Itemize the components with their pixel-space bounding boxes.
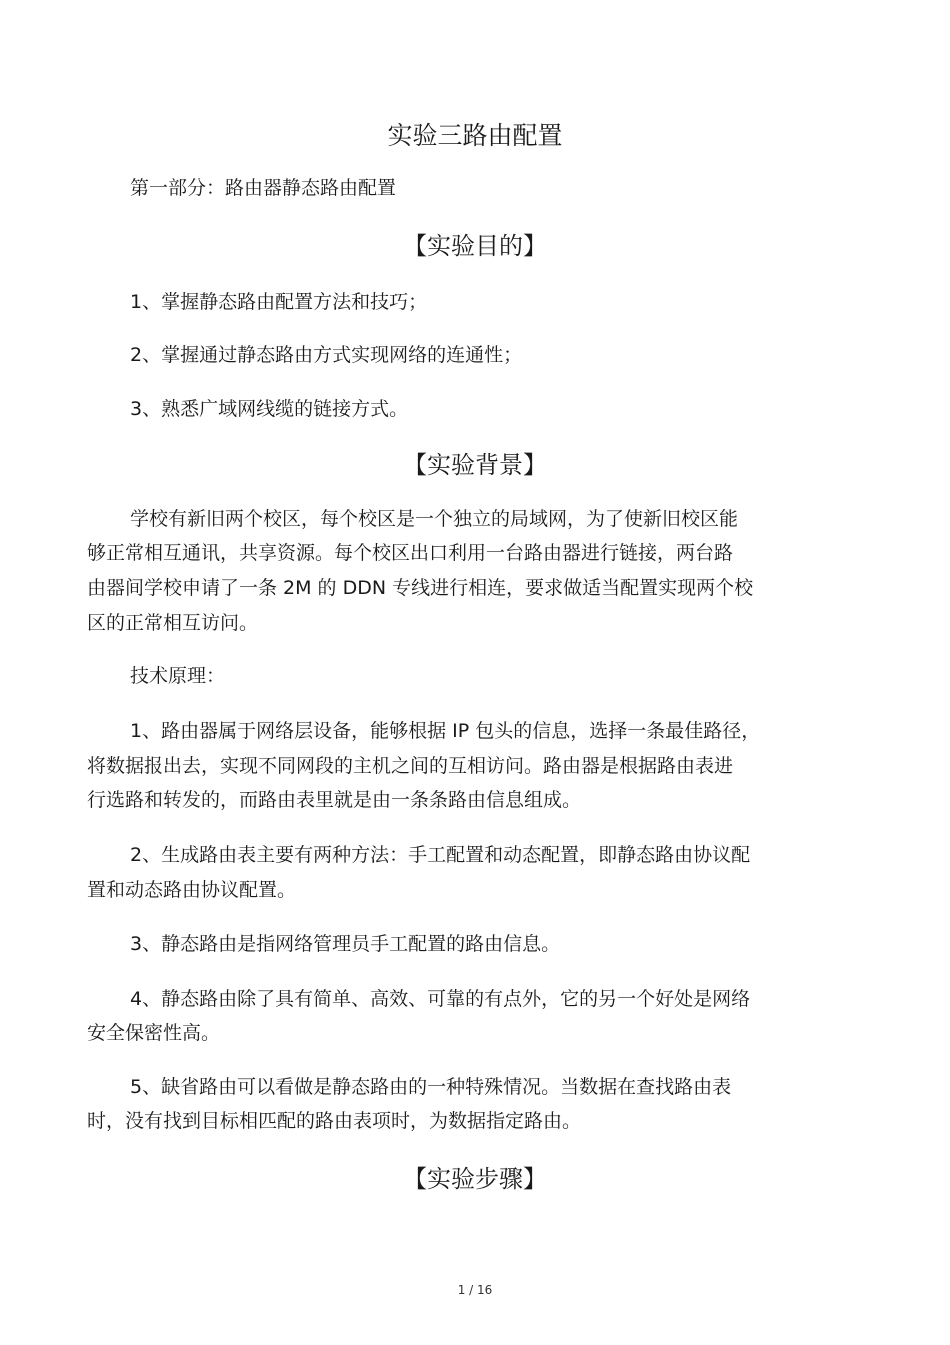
principle-1-line-1: 1、路由器属于网络层设备，能够根据 IP 包头的信息，选择一条最佳路径， <box>130 720 761 742</box>
purpose-item-3: 3、熟悉广域网线缆的链接方式。 <box>130 398 409 420</box>
principle-2-line-2: 置和动态路由协议配置。 <box>87 879 297 901</box>
page-number: 1 / 16 <box>457 1283 493 1297</box>
principle-4-line-2: 安全保密性高。 <box>87 1022 221 1044</box>
background-line-2: 够正常相互通讯，共享资源。每个校区出口利用一台路由器进行链接，两台路 <box>87 542 734 564</box>
section-heading-background: 【实验背景】 <box>403 451 547 479</box>
principle-5-line-2: 时，没有找到目标相匹配的路由表项时，为数据指定路由。 <box>87 1110 582 1132</box>
purpose-item-1: 1、掌握静态路由配置方法和技巧； <box>130 291 428 313</box>
principle-label: 技术原理： <box>130 665 226 687</box>
section-heading-purpose: 【实验目的】 <box>403 232 547 260</box>
principle-4-line-1: 4、静态路由除了具有简单、高效、可靠的有点外，它的另一个好处是网络 <box>130 988 751 1010</box>
document-subtitle: 第一部分：路由器静态路由配置 <box>130 177 397 199</box>
background-line-3: 由器间学校申请了一条 2M 的 DDN 专线进行相连，要求做适当配置实现两个校 <box>87 577 754 599</box>
principle-1-line-2: 将数据报出去，实现不同网段的主机之间的互相访问。路由器是根据路由表进 <box>87 755 734 777</box>
principle-1-line-3: 行选路和转发的，而路由表里就是由一条条路由信息组成。 <box>87 789 582 811</box>
document-title: 实验三路由配置 <box>387 121 563 150</box>
background-line-1: 学校有新旧两个校区，每个校区是一个独立的局域网，为了使新旧校区能 <box>130 508 739 530</box>
background-line-4: 区的正常相互访问。 <box>87 612 259 634</box>
principle-5-line-1: 5、缺省路由可以看做是静态路由的一种特殊情况。当数据在查找路由表 <box>130 1076 732 1098</box>
principle-2-line-1: 2、生成路由表主要有两种方法：手工配置和动态配置，即静态路由协议配 <box>130 844 751 866</box>
principle-3-line-1: 3、静态路由是指网络管理员手工配置的路由信息。 <box>130 933 561 955</box>
purpose-item-2: 2、掌握通过静态路由方式实现网络的连通性； <box>130 344 523 366</box>
section-heading-steps: 【实验步骤】 <box>403 1165 547 1193</box>
